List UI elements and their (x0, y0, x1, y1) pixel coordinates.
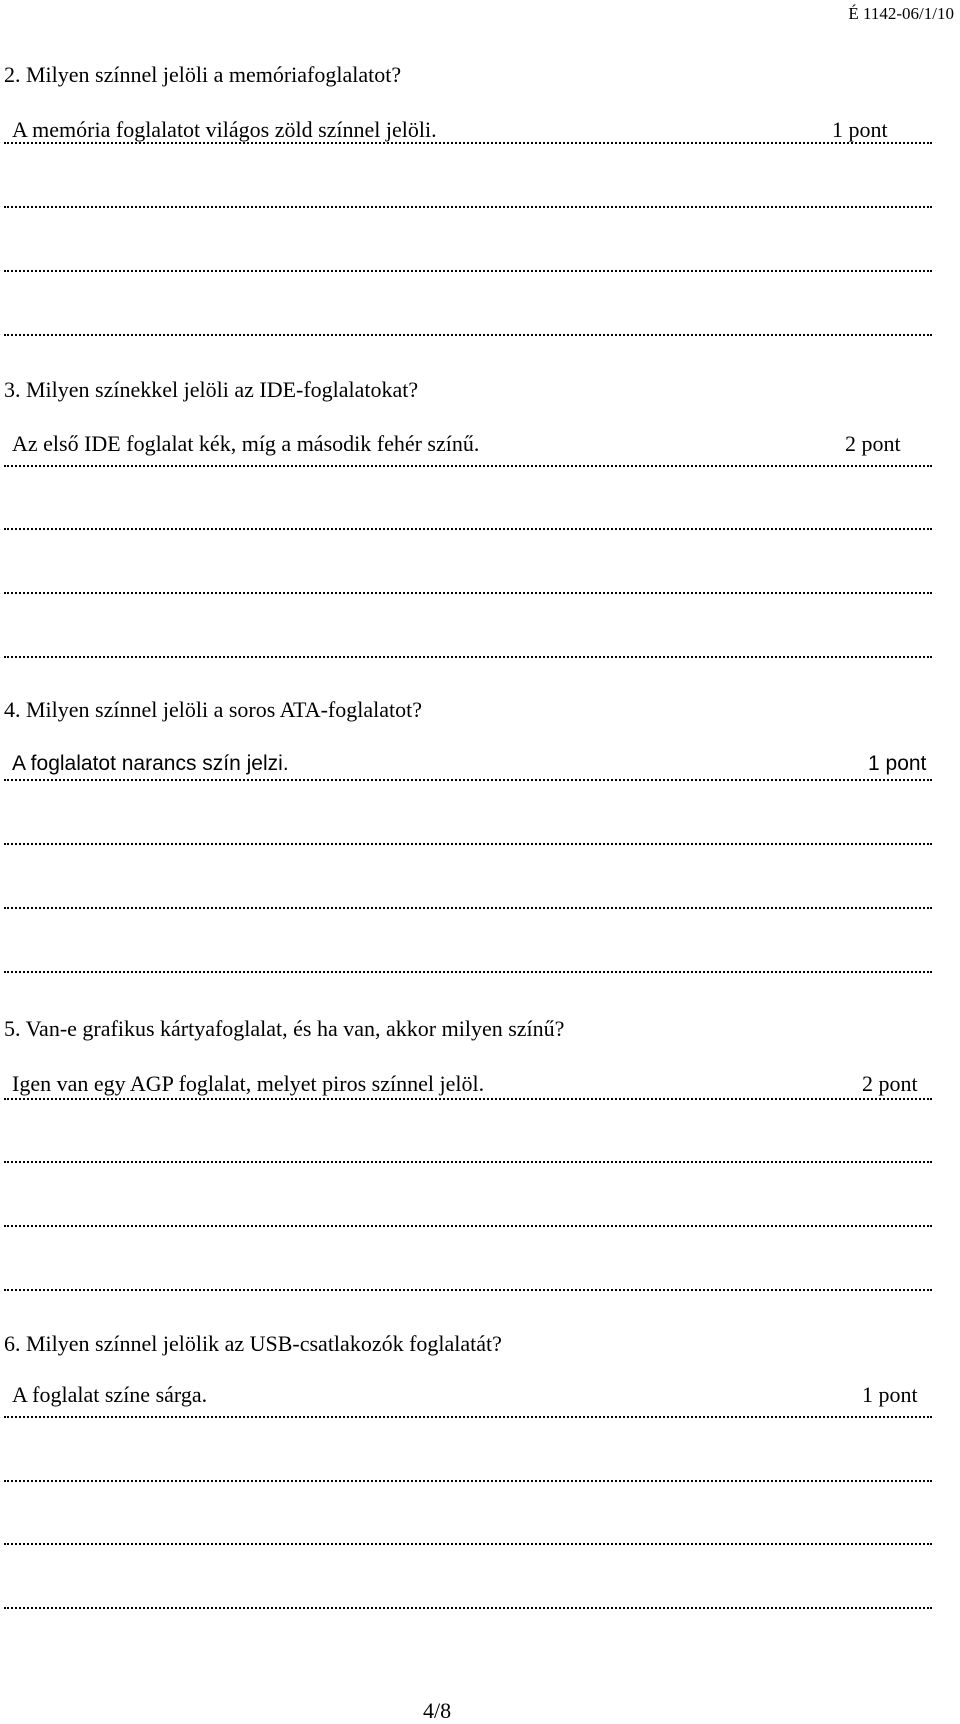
answer-line (4, 334, 932, 336)
answer-text: A memória foglalatot világos zöld színnel jelöli. (12, 117, 437, 142)
points-label: 1 pont (868, 752, 927, 775)
question-text: 3. Milyen színekkel jelöli az IDE-foglalatokat? (4, 377, 419, 402)
answer-line (4, 1225, 932, 1227)
points-label: 1 pont (862, 1382, 918, 1407)
answer-line (4, 142, 932, 144)
answer-line (4, 656, 932, 658)
answer-text: Igen van egy AGP foglalat, melyet piros színnel jelöl. (12, 1071, 485, 1096)
answer-line (4, 1607, 932, 1609)
answer-line (4, 1480, 932, 1482)
answer-text: A foglalat színe sárga. (12, 1382, 208, 1407)
answer-line (4, 206, 932, 208)
answer-line (4, 779, 932, 781)
question-text: 5. Van-e grafikus kártyafoglalat, és ha van, akkor milyen színű? (4, 1016, 565, 1041)
answer-line (4, 971, 932, 973)
question-text: 2. Milyen színnel jelöli a memóriafoglalatot? (4, 62, 402, 87)
answer-line (4, 270, 932, 272)
answer-line (4, 1098, 932, 1100)
points-label: 2 pont (862, 1071, 918, 1096)
answer-text: A foglalatot narancs szín jelzi. (12, 752, 289, 775)
document-code: É 1142-06/1/10 (848, 4, 954, 23)
answer-line (4, 1416, 932, 1418)
answer-line (4, 528, 932, 530)
answer-line (4, 1289, 932, 1291)
answer-text: Az első IDE foglalat kék, míg a második fehér színű. (12, 431, 480, 456)
answer-line (4, 592, 932, 594)
answer-line (4, 465, 932, 467)
points-label: 2 pont (845, 431, 901, 456)
question-text: 4. Milyen színnel jelöli a soros ATA-foglalatot? (4, 697, 422, 722)
page-number: 4/8 (423, 1698, 452, 1723)
answer-line (4, 843, 932, 845)
answer-line (4, 1543, 932, 1545)
answer-line (4, 1161, 932, 1163)
points-label: 1 pont (832, 117, 888, 142)
question-text: 6. Milyen színnel jelölik az USB-csatlakozók foglalatát? (4, 1331, 502, 1356)
answer-line (4, 907, 932, 909)
